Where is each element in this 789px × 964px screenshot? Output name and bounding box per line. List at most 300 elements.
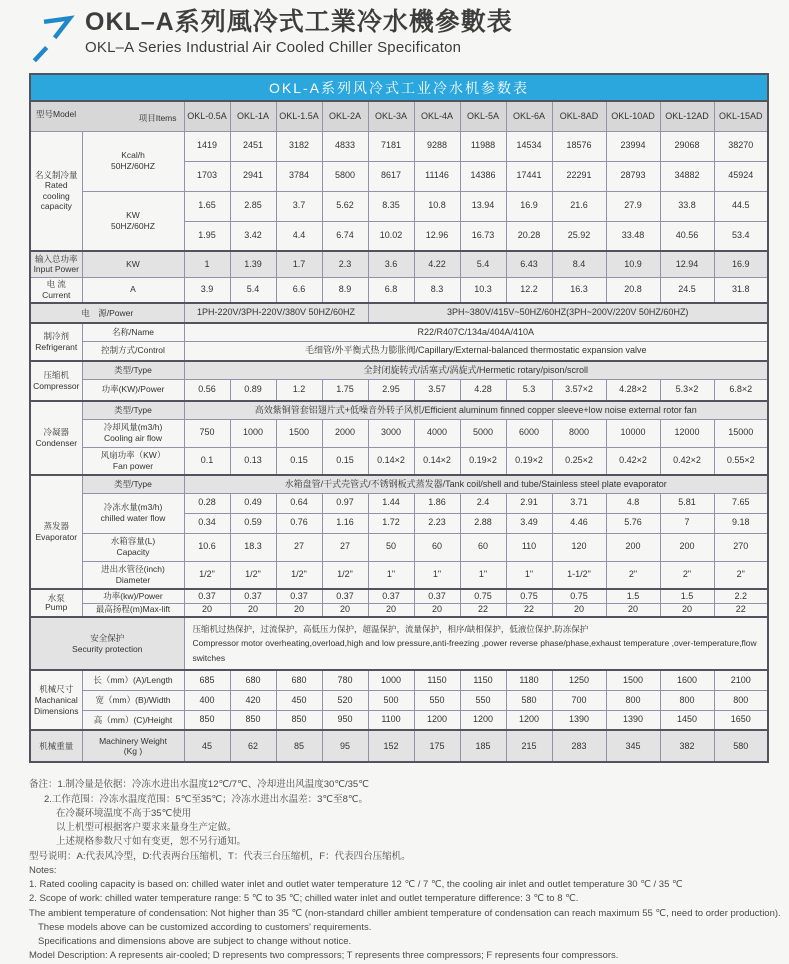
- value-cell: 24.5: [660, 277, 714, 303]
- value-cell: 5.62: [322, 191, 368, 221]
- note-line: 在冷凝环境温度不高于35℃使用: [56, 807, 192, 819]
- value-cell: 22: [506, 603, 552, 617]
- value-cell: 29068: [660, 131, 714, 161]
- value-cell: 44.5: [714, 191, 768, 221]
- value-cell: 1200: [414, 710, 460, 730]
- page-title: OKL–A系列風冷式工業冷水機參數表: [85, 8, 513, 36]
- row-label: Kcal/h 50HZ/60HZ: [82, 131, 184, 191]
- value-cell: 5.3×2: [660, 379, 714, 401]
- value-cell: 20: [660, 603, 714, 617]
- row-label: 冷凝器 Condenser: [30, 401, 82, 475]
- value-cell: 95: [322, 730, 368, 762]
- value-cell: 5.76: [606, 513, 660, 533]
- value-cell: 3PH~380V/415V~50HZ/60HZ(3PH~200V/220V 50HZ/60HZ): [368, 303, 768, 323]
- value-cell: 420: [230, 690, 276, 710]
- value-cell: 800: [714, 690, 768, 710]
- value-cell: 0.25×2: [552, 447, 606, 475]
- value-cell: 185: [460, 730, 506, 762]
- value-cell: 0.42×2: [660, 447, 714, 475]
- value-cell: 27: [322, 533, 368, 561]
- row-label: 名称/Name: [82, 323, 184, 341]
- value-cell: 4000: [414, 419, 460, 447]
- value-cell: 0.14×2: [414, 447, 460, 475]
- row-label: 类型/Type: [82, 475, 184, 493]
- value-cell: 500: [368, 690, 414, 710]
- value-cell: 850: [230, 710, 276, 730]
- value-cell: 14534: [506, 131, 552, 161]
- value-cell: 45924: [714, 161, 768, 191]
- value-cell: 7: [660, 513, 714, 533]
- value-cell: 6000: [506, 419, 552, 447]
- value-cell: 400: [184, 690, 230, 710]
- row-label: 蒸发器 Evaporator: [30, 475, 82, 589]
- value-cell: 6.74: [322, 221, 368, 251]
- value-cell: 0.34: [184, 513, 230, 533]
- value-cell: 16.3: [552, 277, 606, 303]
- model-column-header: OKL-5A: [460, 101, 506, 131]
- value-cell: 27.9: [606, 191, 660, 221]
- value-cell: 0.64: [276, 493, 322, 513]
- value-cell: 1000: [230, 419, 276, 447]
- value-cell: 1200: [460, 710, 506, 730]
- value-cell: 10.6: [184, 533, 230, 561]
- value-cell: 27: [276, 533, 322, 561]
- value-cell: 12.2: [506, 277, 552, 303]
- value-cell: 7.65: [714, 493, 768, 513]
- value-cell: 6.6: [276, 277, 322, 303]
- value-cell: 1.7: [276, 251, 322, 277]
- value-cell: 1100: [368, 710, 414, 730]
- value-cell: 4.28: [460, 379, 506, 401]
- value-cell: 6.8×2: [714, 379, 768, 401]
- value-cell: 40.56: [660, 221, 714, 251]
- note-line: Notes:: [29, 864, 57, 876]
- value-cell: 1/2": [184, 561, 230, 589]
- value-cell: 850: [276, 710, 322, 730]
- value-cell: 1250: [552, 670, 606, 690]
- note-line: 2. Scope of work: chilled water temperature range: 5 ℃ to 35 ℃; chilled water inlet and outlet temperature difference: 3 ℃ to 8 ℃.: [29, 893, 579, 905]
- value-cell: 3.71: [552, 493, 606, 513]
- value-cell: 2.88: [460, 513, 506, 533]
- row-label: 冷冻水量(m3/h) chilled water flow: [82, 493, 184, 533]
- value-cell: 0.42×2: [606, 447, 660, 475]
- value-cell: 14386: [460, 161, 506, 191]
- value-cell: 2941: [230, 161, 276, 191]
- value-cell: 10.9: [606, 251, 660, 277]
- notes-section: [29, 778, 781, 963]
- value-cell: 2.85: [230, 191, 276, 221]
- page-subtitle: OKL–A Series Industrial Air Cooled Chiller Specificaton: [85, 38, 462, 56]
- value-cell: 34882: [660, 161, 714, 191]
- value-cell: 18.3: [230, 533, 276, 561]
- value-cell: 1PH-220V/3PH-220V/380V 50HZ/60HZ: [184, 303, 368, 323]
- value-cell: 16.9: [714, 251, 768, 277]
- value-cell: 1": [368, 561, 414, 589]
- model-column-header: OKL-3A: [368, 101, 414, 131]
- spec-table: [29, 100, 769, 763]
- value-cell: 1.44: [368, 493, 414, 513]
- value-cell: 685: [184, 670, 230, 690]
- value-cell: 23994: [606, 131, 660, 161]
- value-cell: 5800: [322, 161, 368, 191]
- value-cell: 1390: [606, 710, 660, 730]
- corner-header-cell: [30, 101, 184, 131]
- value-cell: 18576: [552, 131, 606, 161]
- value-cell: 5.3: [506, 379, 552, 401]
- row-label: 名义制冷量 Rated cooling capacity: [30, 131, 82, 251]
- value-cell: 780: [322, 670, 368, 690]
- note-line: The ambient temperature of condensation: Not higher than 35 ℃ (non-standard chiller ambient temperature of condensation can reach maximum 55 ℃, need to order production).: [29, 907, 781, 919]
- row-label: 安全保护 Security protection: [30, 617, 184, 670]
- value-cell: 1: [184, 251, 230, 277]
- value-cell: 1.5: [606, 589, 660, 603]
- value-cell: 0.97: [322, 493, 368, 513]
- value-cell: 1.65: [184, 191, 230, 221]
- value-cell: 0.37: [368, 589, 414, 603]
- value-cell: 0.37: [184, 589, 230, 603]
- value-cell: 1.72: [368, 513, 414, 533]
- value-cell: 85: [276, 730, 322, 762]
- model-column-header: OKL-12AD: [660, 101, 714, 131]
- value-cell: 2": [606, 561, 660, 589]
- value-cell: 62: [230, 730, 276, 762]
- value-cell: 0.15: [276, 447, 322, 475]
- value-cell: 压缩机过热保护，过流保护，高低压力保护，超温保护，流量保护，相序/缺相保护，低液位保护,防冻保护 Compressor motor overheating,overload,high and low pressure,anti-freezing ,power reverse phase/phase,exhaust temperature ,over-temperature,flow switches: [184, 617, 768, 670]
- value-cell: 22: [460, 603, 506, 617]
- value-cell: 0.28: [184, 493, 230, 513]
- value-cell: 0.55×2: [714, 447, 768, 475]
- value-cell: 水箱盘管/干式壳管式/不锈钢板式蒸发器/Tank coil/shell and tube/Stainless steel plate evaporator: [184, 475, 768, 493]
- value-cell: 60: [460, 533, 506, 561]
- value-cell: 11988: [460, 131, 506, 161]
- value-cell: 175: [414, 730, 460, 762]
- row-label: 控制方式/Control: [82, 341, 184, 361]
- value-cell: 1390: [552, 710, 606, 730]
- value-cell: 3784: [276, 161, 322, 191]
- value-cell: 0.75: [506, 589, 552, 603]
- value-cell: 全封闭旋转式/活塞式/涡旋式/Hermetic rotary/pison/scroll: [184, 361, 768, 379]
- value-cell: 110: [506, 533, 552, 561]
- spec-table-caption: OKL-A系列风冷式工业冷水机参数表: [29, 73, 769, 100]
- row-label: 水箱容量(L) Capacity: [82, 533, 184, 561]
- value-cell: R22/R407C/134a/404A/410A: [184, 323, 768, 341]
- value-cell: 0.19×2: [506, 447, 552, 475]
- value-cell: 580: [714, 730, 768, 762]
- value-cell: 1/2": [322, 561, 368, 589]
- value-cell: 0.75: [552, 589, 606, 603]
- value-cell: 800: [660, 690, 714, 710]
- value-cell: 200: [606, 533, 660, 561]
- value-cell: 0.49: [230, 493, 276, 513]
- row-label: 压缩机 Compressor: [30, 361, 82, 401]
- value-cell: 1": [460, 561, 506, 589]
- value-cell: 2.23: [414, 513, 460, 533]
- row-label: 电 流 Current: [30, 277, 82, 303]
- value-cell: 2.2: [714, 589, 768, 603]
- value-cell: 450: [276, 690, 322, 710]
- value-cell: 3.57×2: [552, 379, 606, 401]
- value-cell: 0.76: [276, 513, 322, 533]
- value-cell: 10.02: [368, 221, 414, 251]
- value-cell: 750: [184, 419, 230, 447]
- value-cell: 0.15: [322, 447, 368, 475]
- value-cell: 1180: [506, 670, 552, 690]
- value-cell: 1.16: [322, 513, 368, 533]
- model-column-header: OKL-6A: [506, 101, 552, 131]
- value-cell: 1600: [660, 670, 714, 690]
- model-column-header: OKL-0.5A: [184, 101, 230, 131]
- value-cell: 3000: [368, 419, 414, 447]
- title-block: [85, 8, 513, 56]
- value-cell: 5.81: [660, 493, 714, 513]
- value-cell: 1500: [276, 419, 322, 447]
- value-cell: 215: [506, 730, 552, 762]
- value-cell: 3.42: [230, 221, 276, 251]
- value-cell: 1419: [184, 131, 230, 161]
- value-cell: 0.37: [322, 589, 368, 603]
- value-cell: 8.9: [322, 277, 368, 303]
- value-cell: 2": [660, 561, 714, 589]
- value-cell: 1": [506, 561, 552, 589]
- corner-model-label: 型号Model: [36, 109, 77, 119]
- value-cell: 1650: [714, 710, 768, 730]
- value-cell: 2": [714, 561, 768, 589]
- value-cell: 1703: [184, 161, 230, 191]
- row-label: 水泵 Pump: [30, 589, 82, 617]
- value-cell: 20: [606, 603, 660, 617]
- value-cell: 7181: [368, 131, 414, 161]
- row-label: 高（mm）(C)/Height: [82, 710, 184, 730]
- value-cell: 20: [414, 603, 460, 617]
- row-label: 冷却风量(m3/h) Cooling air flow: [82, 419, 184, 447]
- value-cell: 1/2": [230, 561, 276, 589]
- model-column-header: OKL-15AD: [714, 101, 768, 131]
- note-line: Specifications and dimensions above are subject to change without notice.: [38, 936, 352, 948]
- value-cell: 950: [322, 710, 368, 730]
- value-cell: 1.5: [660, 589, 714, 603]
- value-cell: 1500: [606, 670, 660, 690]
- row-label: KW 50HZ/60HZ: [82, 191, 184, 251]
- value-cell: 33.48: [606, 221, 660, 251]
- value-cell: 3182: [276, 131, 322, 161]
- value-cell: 700: [552, 690, 606, 710]
- value-cell: 3.57: [414, 379, 460, 401]
- value-cell: 1/2": [276, 561, 322, 589]
- value-cell: 1000: [368, 670, 414, 690]
- value-cell: 200: [660, 533, 714, 561]
- value-cell: 20: [276, 603, 322, 617]
- value-cell: 5.4: [460, 251, 506, 277]
- value-cell: 0.14×2: [368, 447, 414, 475]
- row-label: 最高扬程(m)Max-lift: [82, 603, 184, 617]
- value-cell: 8.4: [552, 251, 606, 277]
- value-cell: 20.28: [506, 221, 552, 251]
- note-line: Model Description: A represents air-cooled; D represents two compressors; T represents three compressors; F represents four compressors.: [29, 950, 619, 962]
- spec-table-body: [30, 101, 768, 762]
- note-line: 2.工作范围：冷冻水温度范围：5℃至35℃；冷冻水进出水温差：3℃至8℃。: [44, 793, 369, 805]
- value-cell: 550: [414, 690, 460, 710]
- corner-items-label: 项目Items: [138, 112, 177, 123]
- model-column-header: OKL-1A: [230, 101, 276, 131]
- row-label: 制冷剂 Refrigerant: [30, 323, 82, 361]
- page-header: [29, 8, 789, 62]
- value-cell: 0.13: [230, 447, 276, 475]
- value-cell: 0.75: [460, 589, 506, 603]
- value-cell: 5.4: [230, 277, 276, 303]
- value-cell: 33.8: [660, 191, 714, 221]
- value-cell: 22291: [552, 161, 606, 191]
- row-label: A: [82, 277, 184, 303]
- value-cell: 8.3: [414, 277, 460, 303]
- value-cell: 1.2: [276, 379, 322, 401]
- value-cell: 1.39: [230, 251, 276, 277]
- value-cell: 28793: [606, 161, 660, 191]
- value-cell: 680: [276, 670, 322, 690]
- value-cell: 550: [460, 690, 506, 710]
- value-cell: 1-1/2": [552, 561, 606, 589]
- value-cell: 1.95: [184, 221, 230, 251]
- value-cell: 20: [368, 603, 414, 617]
- value-cell: 50: [368, 533, 414, 561]
- value-cell: 20.8: [606, 277, 660, 303]
- value-cell: 8000: [552, 419, 606, 447]
- model-column-header: OKL-10AD: [606, 101, 660, 131]
- value-cell: 4.22: [414, 251, 460, 277]
- row-label: KW: [82, 251, 184, 277]
- value-cell: 2.95: [368, 379, 414, 401]
- value-cell: 3.9: [184, 277, 230, 303]
- value-cell: 345: [606, 730, 660, 762]
- value-cell: 4.46: [552, 513, 606, 533]
- value-cell: 1150: [414, 670, 460, 690]
- value-cell: 270: [714, 533, 768, 561]
- value-cell: 8.35: [368, 191, 414, 221]
- value-cell: 21.6: [552, 191, 606, 221]
- value-cell: 2.3: [322, 251, 368, 277]
- value-cell: 60: [414, 533, 460, 561]
- row-label: 电 源/Power: [30, 303, 184, 323]
- value-cell: 680: [230, 670, 276, 690]
- value-cell: 10000: [606, 419, 660, 447]
- value-cell: 520: [322, 690, 368, 710]
- value-cell: 16.9: [506, 191, 552, 221]
- value-cell: 0.19×2: [460, 447, 506, 475]
- value-cell: 4.8: [606, 493, 660, 513]
- value-cell: 25.92: [552, 221, 606, 251]
- value-cell: 17441: [506, 161, 552, 191]
- value-cell: 2451: [230, 131, 276, 161]
- value-cell: 高效紫铜管套铝翅片式+低噪音外转子风机/Efficient aluminum finned copper sleeve+low noise external rotor fan: [184, 401, 768, 419]
- note-line: 1. Rated cooling capacity is based on: chilled water inlet and outlet water temperature 12 ℃ / 7 ℃, the cooling air inlet and outlet temperature 30 ℃ / 35 ℃: [29, 879, 683, 891]
- notes-en: [29, 864, 781, 964]
- value-cell: 12.96: [414, 221, 460, 251]
- value-cell: 6.43: [506, 251, 552, 277]
- value-cell: 11146: [414, 161, 460, 191]
- value-cell: 20: [552, 603, 606, 617]
- value-cell: 382: [660, 730, 714, 762]
- value-cell: 13.94: [460, 191, 506, 221]
- value-cell: 1150: [460, 670, 506, 690]
- value-cell: 15000: [714, 419, 768, 447]
- value-cell: 4833: [322, 131, 368, 161]
- value-cell: 4.28×2: [606, 379, 660, 401]
- value-cell: 0.1: [184, 447, 230, 475]
- value-cell: 152: [368, 730, 414, 762]
- value-cell: 10.3: [460, 277, 506, 303]
- value-cell: 毛细管/外平衡式热力膨胀阀/Capillary/External-balanced thermostatic expansion valve: [184, 341, 768, 361]
- row-label: 长（mm）(A)/Length: [82, 670, 184, 690]
- value-cell: 12000: [660, 419, 714, 447]
- row-label: 输入总功率 Input Power: [30, 251, 82, 277]
- value-cell: 2100: [714, 670, 768, 690]
- value-cell: 0.59: [230, 513, 276, 533]
- value-cell: 1450: [660, 710, 714, 730]
- note-line: 备注：1.制冷量是依据：冷冻水进出水温度12℃/7℃、冷却进出风温度30℃/35℃: [29, 779, 369, 791]
- value-cell: 2.4: [460, 493, 506, 513]
- value-cell: 850: [184, 710, 230, 730]
- value-cell: 3.6: [368, 251, 414, 277]
- value-cell: 3.49: [506, 513, 552, 533]
- value-cell: 1": [414, 561, 460, 589]
- notes-zh: [29, 778, 769, 864]
- row-label: Machinery Weight (Kg ): [82, 730, 184, 762]
- value-cell: 53.4: [714, 221, 768, 251]
- value-cell: 0.37: [414, 589, 460, 603]
- value-cell: 1200: [506, 710, 552, 730]
- row-label: 类型/Type: [82, 361, 184, 379]
- row-label: 功率(KW)/Power: [82, 379, 184, 401]
- value-cell: 45: [184, 730, 230, 762]
- model-column-header: OKL-2A: [322, 101, 368, 131]
- value-cell: 22: [714, 603, 768, 617]
- note-line: 以上机型可根据客户要求来量身生产定做。: [56, 822, 237, 834]
- value-cell: 0.89: [230, 379, 276, 401]
- value-cell: 580: [506, 690, 552, 710]
- value-cell: 10.8: [414, 191, 460, 221]
- arrow-logo-icon: [29, 10, 75, 62]
- model-column-header: OKL-8AD: [552, 101, 606, 131]
- value-cell: 5000: [460, 419, 506, 447]
- row-label: 风扇功率（KW） Fan power: [82, 447, 184, 475]
- model-column-header: OKL-1.5A: [276, 101, 322, 131]
- row-label: 类型/Type: [82, 401, 184, 419]
- value-cell: 9.18: [714, 513, 768, 533]
- value-cell: 1.75: [322, 379, 368, 401]
- value-cell: 31.8: [714, 277, 768, 303]
- spec-table-wrapper: [29, 73, 769, 763]
- value-cell: 20: [230, 603, 276, 617]
- row-label: 机械尺寸 Machanical Dimensions: [30, 670, 82, 730]
- value-cell: 1.86: [414, 493, 460, 513]
- value-cell: 0.37: [276, 589, 322, 603]
- note-line: 型号说明：A:代表风冷型，D:代表两台压缩机，T：代表三台压缩机，F：代表四台压缩机。: [29, 850, 411, 862]
- value-cell: 0.37: [230, 589, 276, 603]
- value-cell: 12.94: [660, 251, 714, 277]
- value-cell: 6.8: [368, 277, 414, 303]
- value-cell: 38270: [714, 131, 768, 161]
- value-cell: 20: [184, 603, 230, 617]
- row-label: 宽（mm）(B)/Width: [82, 690, 184, 710]
- note-line: 上述规格参数尺寸如有变更，恕不另行通知。: [56, 836, 247, 848]
- row-label: 进出水管径(inch) Diameter: [82, 561, 184, 589]
- value-cell: 20: [322, 603, 368, 617]
- value-cell: 8617: [368, 161, 414, 191]
- value-cell: 283: [552, 730, 606, 762]
- model-column-header: OKL-4A: [414, 101, 460, 131]
- row-label: 功率(kw)/Power: [82, 589, 184, 603]
- value-cell: 2000: [322, 419, 368, 447]
- note-line: These models above can be customized according to customers’ requirements.: [38, 921, 372, 933]
